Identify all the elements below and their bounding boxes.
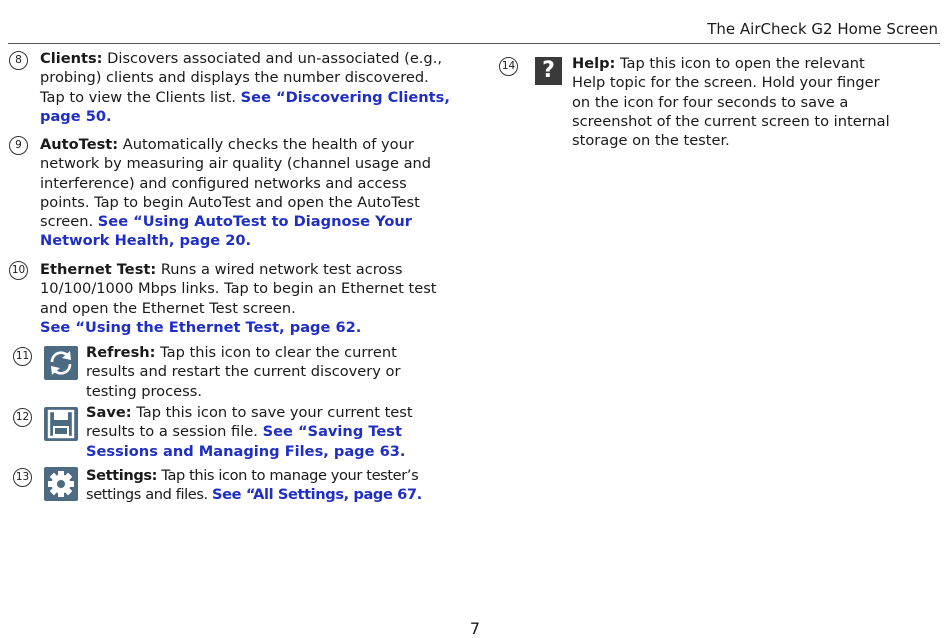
callout-number: 13 xyxy=(13,468,32,487)
item-text: Tap this icon to manage your tester’s settings and files. xyxy=(86,467,419,504)
item-text: Tap this icon to save your current test results to a session file. xyxy=(86,404,413,441)
callout-number: 9 xyxy=(9,136,28,155)
item-text: Tap this icon to open the relevant Help topic for the screen. Hold your finger on the icon for four seconds to save a screenshot of the current screen to internal storage on the tester. xyxy=(572,55,890,150)
item-description xyxy=(86,343,416,401)
item-term: AutoTest: xyxy=(40,136,119,153)
settings-icon xyxy=(44,467,78,501)
refresh-icon xyxy=(44,346,78,380)
item-term: Settings: xyxy=(86,467,158,484)
item-text: Tap this icon to clear the current results and restart the current discovery or testing process. xyxy=(86,344,401,400)
cross-reference-link[interactable]: See “Saving Test Sessions and Managing Files, page 63. xyxy=(86,423,406,460)
cross-reference-link[interactable]: See “Discovering Clients, page 50. xyxy=(40,88,450,125)
item-term: Clients: xyxy=(40,50,103,67)
item-description xyxy=(40,49,455,126)
callout-number: 10 xyxy=(9,261,28,280)
item-text: Automatically checks the health of your network by measuring air quality (channel usage and interference) and configured networks and access points. Tap to begin AutoTest and open the AutoTest screen. xyxy=(40,136,432,231)
item-description xyxy=(86,466,426,505)
page-header-title: The AirCheck G2 Home Screen xyxy=(707,20,938,38)
item-description xyxy=(40,135,455,251)
callout-number: 11 xyxy=(13,347,32,366)
callout-number: 14 xyxy=(499,57,518,76)
item-description xyxy=(572,54,900,150)
cross-reference-link[interactable]: See “Using AutoTest to Diagnose Your Network Health, page 20. xyxy=(40,213,412,250)
help-icon: ? xyxy=(535,57,562,85)
header-divider xyxy=(8,43,940,44)
item-description xyxy=(40,260,450,337)
callout-number: 12 xyxy=(13,408,32,427)
item-description xyxy=(86,403,426,461)
item-term: Save: xyxy=(86,404,132,421)
cross-reference-link[interactable]: See “All Settings, page 67. xyxy=(212,486,422,504)
cross-reference-link[interactable]: See “Using the Ethernet Test, page 62. xyxy=(40,318,362,336)
page-number: 7 xyxy=(469,619,481,638)
item-text: Runs a wired network test across 10/100/1000 Mbps links. Tap to begin an Ethernet test and open the Ethernet Test screen. xyxy=(40,261,437,317)
callout-number: 8 xyxy=(9,51,28,70)
item-term: Help: xyxy=(572,55,616,72)
item-term: Ethernet Test: xyxy=(40,261,157,278)
item-text: Discovers associated and un-associated (e.g., probing) clients and displays the number discovered. Tap to view the Clients list. xyxy=(40,50,442,106)
save-icon xyxy=(44,407,78,441)
item-term: Refresh: xyxy=(86,344,156,361)
